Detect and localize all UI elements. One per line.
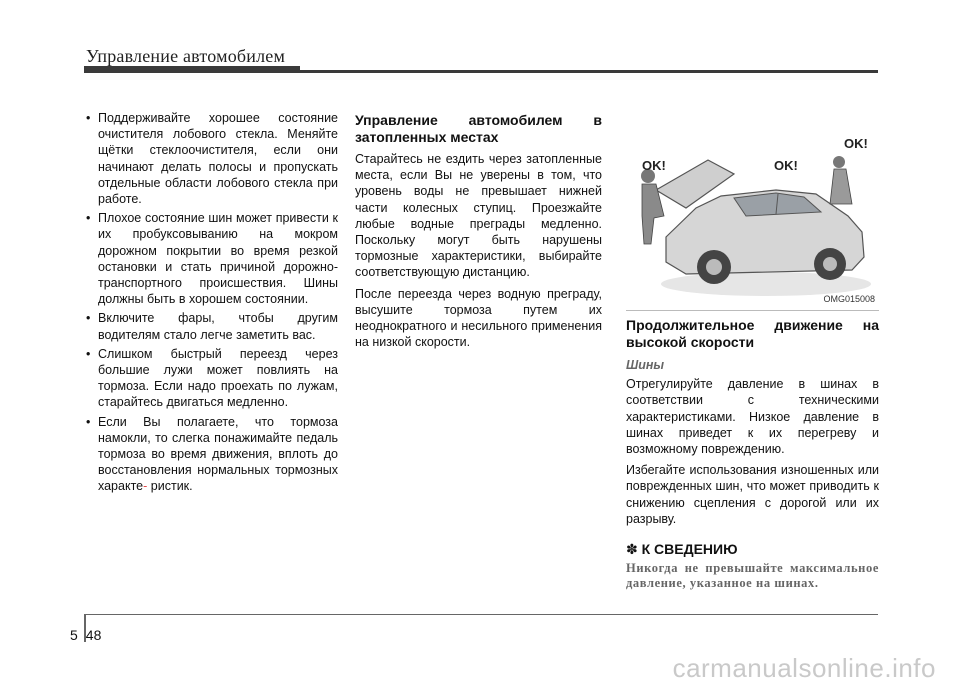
paragraph: После переезда через водную преграду, высушите тормоза путем их неоднократного и несильного применения на низкой скорости. [355,286,602,350]
bullet-item: • Включите фары, чтобы другим водителям стало легче заметить вас. [80,310,338,342]
car-inspection-illustration [626,112,879,310]
section-title-flooded: Управление автомобилем в затопленных местах [355,112,602,145]
header-rule [84,70,878,73]
column-left [80,110,338,498]
section-number: 5 [70,627,78,643]
page-header-title: Управление автомобилем [86,46,286,66]
figure-code: OMG015008 [823,293,875,304]
ok-label: OK! [642,158,666,173]
section-title-highspeed: Продолжительное движение на высокой скорости [626,317,879,350]
ok-label: OK! [844,136,868,151]
column-middle [355,112,602,355]
bullet-list [80,110,338,495]
bullet-item: • Слишком быстрый переезд через большие лужи может повлиять на тормоза. Если надо проехать по лужам, старайтесь двигаться медленно. [80,346,338,411]
footer-rule [84,614,878,615]
page-number-value: 48 [85,627,102,643]
bullet-item: • Плохое состояние шин может привести к их пробуксовыванию на мокром дорожном покрытии во время резкой остановки и стать причиной дорожно-транспортного происшествия. Шины должны быть в хорошем состоянии. [80,210,338,307]
notice-title: ✽ К СВЕДЕНИЮ [626,541,738,558]
paragraph: Избегайте использования изношенных или поврежденных шин, что может приводить к снижению сцепления с дорогой или их разрыву. [626,463,879,526]
column-right [626,112,879,591]
hyphen-mark: - [143,479,148,494]
bullet-text: ристик. [150,479,193,494]
paragraph: Отрегулируйте давление в шинах в соответствии с техническими характеристиками. Низкое давление в шинах приведет к их перегреву и возможному повреждению. [626,377,879,457]
subsection-title-tires: Шины [626,358,665,372]
bullet-text: Если Вы полагаете, что тормоза намокли, то слегка понажимайте педаль тормоза во время движения, вплоть до восстановления нормальных тормозных характе [98,414,338,494]
car-illustration [626,112,879,311]
ok-label: OK! [774,158,798,173]
watermark: carmanualsonline.info [672,653,936,683]
bullet-item: • Поддерживайте хорошее состояние очистителя лобового стекла. Меняйте щётки стеклоочистителя, если они начинают делать полосы и пропускать отдельные области лобового стекла при работе. [80,110,338,207]
paragraph: Старайтесь не ездить через затопленные места, если Вы не уверены в том, что уровень воды не превышает нижней части колесных ступиц. Проезжайте любые водные преграды медленно. Поскольку могут быть нарушены тормозные характеристики, выбирайте соответствующую дистанцию. [355,152,602,280]
notice-text: Никогда не превышайте максимальное давление, указанное на шинах. [626,561,879,591]
bullet-item [80,414,338,495]
page-number [70,627,109,643]
